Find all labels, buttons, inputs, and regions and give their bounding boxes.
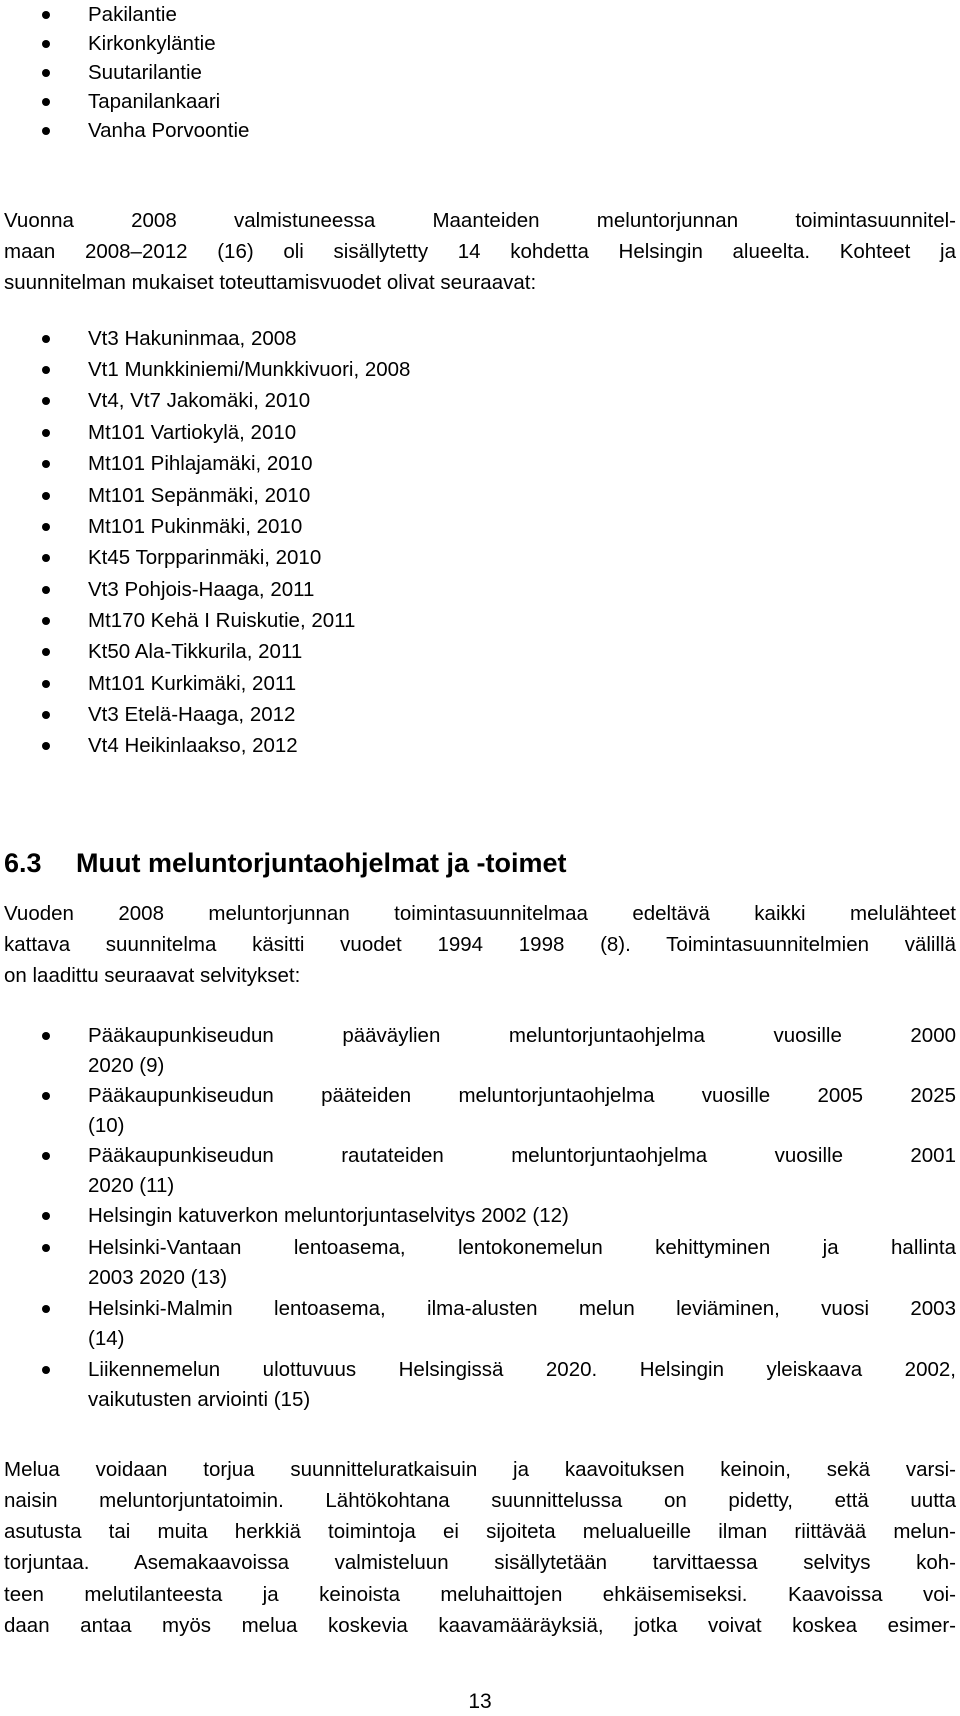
paragraph-line: Vuoden 2008 meluntorjunnan toimintasuunnitelmaa edeltävä kaikki melulähteet — [4, 902, 956, 925]
list-item — [0, 543, 960, 573]
bullet-icon — [42, 492, 50, 500]
list-item — [0, 512, 960, 542]
list-item-text: 2020 (11) — [88, 1174, 175, 1197]
section-heading — [4, 845, 567, 881]
page-number: 13 — [468, 1690, 492, 1713]
list-item-text: Vt1 Munkkiniemi/Munkkivuori, 2008 — [88, 358, 411, 381]
paragraph-line: Vuonna 2008 valmistuneessa Maanteiden meluntorjunnan toimintasuunnitel- — [4, 209, 956, 232]
list-item-text: Vt4, Vt7 Jakomäki, 2010 — [88, 389, 311, 412]
bullet-icon — [42, 1212, 50, 1220]
list-item-text: Pääkaupunkiseudun pääväylien meluntorjuntaohjelma vuosille 2000 — [88, 1024, 956, 1047]
list-item-text: Suutarilantie — [88, 61, 202, 84]
list-item-text: Mt101 Sepänmäki, 2010 — [88, 484, 311, 507]
bullet-icon — [42, 742, 50, 750]
list-item — [0, 481, 960, 511]
list-item-text: 2020 (9) — [88, 1054, 165, 1077]
bullet-icon — [42, 460, 50, 468]
list-item — [0, 575, 960, 605]
list-item — [0, 1294, 960, 1354]
list-item-text: Kt45 Torpparinmäki, 2010 — [88, 546, 322, 569]
list-item-text: (10) — [88, 1114, 125, 1137]
list-item — [0, 29, 960, 59]
list-item — [0, 0, 960, 30]
paragraph-line: maan 2008–2012 (16) oli sisällytetty 14 kohdetta Helsingin alueelta. Kohteet ja — [4, 240, 956, 263]
list-item — [0, 731, 960, 761]
list-item — [0, 606, 960, 636]
paragraph-line: asutusta tai muita herkkiä toimintoja ei sijoiteta melualueille ilman riittävää melun- — [4, 1520, 956, 1543]
paragraph-line: daan antaa myös melua koskevia kaavamääräyksiä, jotka voivat koskea esimer- — [4, 1614, 956, 1637]
paragraph-line: torjuntaa. Asemakaavoissa valmisteluun sisällytetään tarvittaessa selvitys koh- — [4, 1551, 956, 1574]
bullet-icon — [42, 586, 50, 594]
list-item — [0, 324, 960, 354]
bullet-icon — [42, 40, 50, 48]
bullet-icon — [42, 429, 50, 437]
list-item-text: 2003 2020 (13) — [88, 1266, 228, 1289]
list-item-text: Tapanilankaari — [88, 90, 221, 113]
list-item-text: Liikennemelun ulottuvuus Helsingissä 2020. Helsingin yleiskaava 2002, — [88, 1358, 956, 1381]
paragraph-line: on laadittu seuraavat selvitykset: — [4, 964, 301, 987]
bullet-icon — [42, 648, 50, 656]
paragraph-line: Melua voidaan torjua suunnitteluratkaisuin ja kaavoituksen keinoin, sekä varsi- — [4, 1458, 956, 1481]
list-item-text: Helsinki-Vantaan lentoasema, lentokonemelun kehittyminen ja hallinta — [88, 1236, 956, 1259]
list-item — [0, 386, 960, 416]
list-item-text: Mt101 Pukinmäki, 2010 — [88, 515, 303, 538]
bullet-icon — [42, 1366, 50, 1374]
bullet-icon — [42, 1152, 50, 1160]
list-item-text: Vt3 Hakuninmaa, 2008 — [88, 327, 297, 350]
bullet-icon — [42, 554, 50, 562]
list-item — [0, 449, 960, 479]
bullet-icon — [42, 335, 50, 343]
bullet-icon — [42, 1305, 50, 1313]
list-item-text: Mt101 Pihlajamäki, 2010 — [88, 452, 313, 475]
list-item — [0, 700, 960, 730]
list-item-text: Kt50 Ala-Tikkurila, 2011 — [88, 640, 303, 663]
section-number: 6.3 — [4, 848, 42, 878]
list-item — [0, 58, 960, 88]
bullet-icon — [42, 69, 50, 77]
paragraph-line: naisin meluntorjuntatoimin. Lähtökohtana suunnittelussa on pidetty, että uutta — [4, 1489, 956, 1512]
list-item-text: Helsingin katuverkon meluntorjuntaselvitys 2002 (12) — [88, 1204, 569, 1227]
list-item — [0, 1233, 960, 1293]
list-item — [0, 637, 960, 667]
list-item-text: Vanha Porvoontie — [88, 119, 250, 142]
bullet-icon — [42, 98, 50, 106]
bullet-icon — [42, 617, 50, 625]
list-item-text: vaikutusten arviointi (15) — [88, 1388, 311, 1411]
bullet-icon — [42, 523, 50, 531]
list-item — [0, 116, 960, 146]
list-item — [0, 1141, 960, 1201]
list-item-text: Kirkonkyläntie — [88, 32, 216, 55]
bullet-icon — [42, 711, 50, 719]
bullet-icon — [42, 1032, 50, 1040]
list-item-text: Helsinki-Malmin lentoasema, ilma-alusten melun leviäminen, vuosi 2003 — [88, 1297, 956, 1320]
bullet-icon — [42, 680, 50, 688]
bullet-icon — [42, 1092, 50, 1100]
list-item-text: Mt170 Kehä I Ruiskutie, 2011 — [88, 609, 356, 632]
list-item — [0, 1201, 960, 1231]
list-item — [0, 1021, 960, 1081]
list-item-text: Vt4 Heikinlaakso, 2012 — [88, 734, 298, 757]
list-item-text: Pääkaupunkiseudun rautateiden meluntorjuntaohjelma vuosille 2001 — [88, 1144, 956, 1167]
list-item-text: Mt101 Vartiokylä, 2010 — [88, 421, 297, 444]
list-item — [0, 1081, 960, 1141]
section-title: Muut meluntorjuntaohjelmat ja -toimet — [76, 848, 567, 878]
list-item-text: Pääkaupunkiseudun pääteiden meluntorjuntaohjelma vuosille 2005 2025 — [88, 1084, 956, 1107]
list-item-text: Mt101 Kurkimäki, 2011 — [88, 672, 297, 695]
bullet-icon — [42, 1244, 50, 1252]
list-item — [0, 1355, 960, 1415]
bullet-icon — [42, 11, 50, 19]
list-item-text: Vt3 Pohjois-Haaga, 2011 — [88, 578, 315, 601]
bullet-icon — [42, 366, 50, 374]
bullet-icon — [42, 397, 50, 405]
paragraph-line: suunnitelman mukaiset toteuttamisvuodet olivat seuraavat: — [4, 271, 537, 294]
bullet-icon — [42, 127, 50, 135]
list-item — [0, 669, 960, 699]
list-item-text: Pakilantie — [88, 3, 177, 26]
list-item-text: (14) — [88, 1327, 125, 1350]
list-item-text: Vt3 Etelä-Haaga, 2012 — [88, 703, 296, 726]
list-item — [0, 355, 960, 385]
list-item — [0, 87, 960, 117]
paragraph-line: kattava suunnitelma käsitti vuodet 1994 1998 (8). Toimintasuunnitelmien välillä — [4, 933, 956, 956]
list-item — [0, 418, 960, 448]
paragraph-line: teen melutilanteesta ja keinoista meluhaittojen ehkäisemiseksi. Kaavoissa voi- — [4, 1583, 956, 1606]
